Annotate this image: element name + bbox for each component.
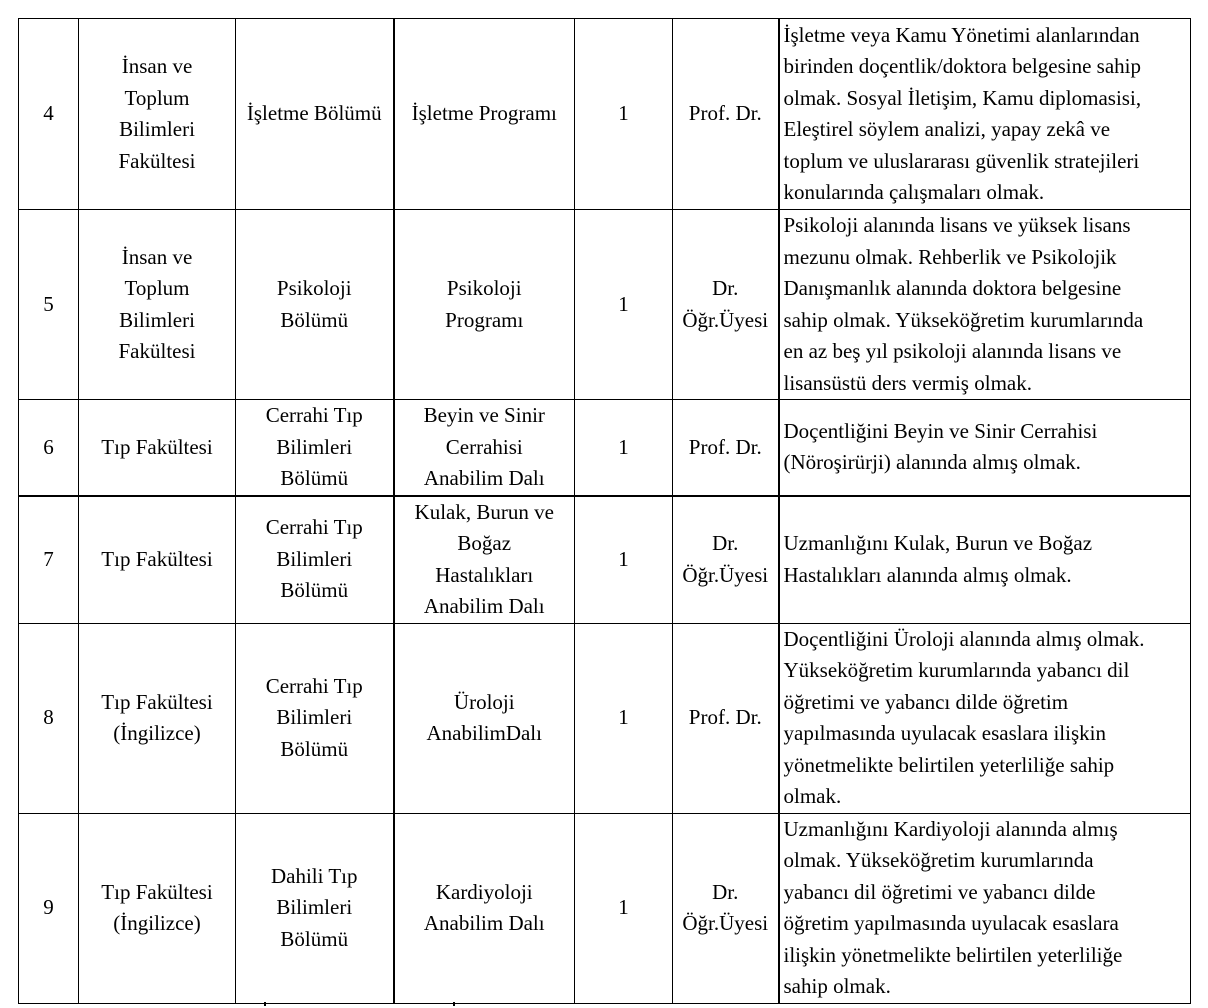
program-cell: Psikoloji Programı (394, 210, 575, 400)
row-number-cell: 7 (19, 496, 79, 624)
department-cell: Cerrahi Tıp Bilimleri Bölümü (236, 623, 394, 813)
requirements-cell: Doçentliğini Beyin ve Sinir Cerrahisi (Nöroşirürji) alanında almış olmak. (779, 400, 1191, 496)
department-cell: Psikoloji Bölümü (236, 210, 394, 400)
quota-cell: 1 (575, 210, 673, 400)
academic-title-cell: Prof. Dr. (673, 623, 779, 813)
faculty-cell: Tıp Fakültesi (İngilizce) (79, 813, 236, 1003)
faculty-cell: Tıp Fakültesi (79, 400, 236, 496)
program-cell: Kardiyoloji Anabilim Dalı (394, 813, 575, 1003)
table-row (19, 210, 1191, 400)
quota-cell: 1 (575, 19, 673, 210)
academic-title-cell: Prof. Dr. (673, 19, 779, 210)
requirements-cell: Psikoloji alanında lisans ve yüksek lisans mezunu olmak. Rehberlik ve Psikolojik Danışmanlık alanında doktora belgesine sahip olmak. Yükseköğretim kurumlarında en az beş yıl psikoloji alanında lisans ve lisansüstü ders vermiş olmak. (779, 210, 1191, 400)
academic-title-cell: Prof. Dr. (673, 400, 779, 496)
quota-cell: 1 (575, 400, 673, 496)
program-cell: Beyin ve Sinir Cerrahisi Anabilim Dalı (394, 400, 575, 496)
table-row (19, 400, 1191, 496)
faculty-cell: Tıp Fakültesi (İngilizce) (79, 623, 236, 813)
academic-title-cell: Dr. Öğr.Üyesi (673, 210, 779, 400)
faculty-cell: İnsan ve Toplum Bilimleri Fakültesi (79, 210, 236, 400)
table-row (19, 813, 1191, 1003)
row-number-cell: 8 (19, 623, 79, 813)
row-number-cell: 6 (19, 400, 79, 496)
quota-cell: 1 (575, 623, 673, 813)
department-cell: Dahili Tıp Bilimleri Bölümü (236, 813, 394, 1003)
row-number-cell: 9 (19, 813, 79, 1003)
table-row (19, 623, 1191, 813)
requirements-cell: Uzmanlığını Kardiyoloji alanında almış olmak. Yükseköğretim kurumlarında yabancı dil öğretimi ve yabancı dilde öğretim yapılmasında uyulacak esaslara ilişkin yönetmelikte belirtilen yeterliliğe sahip olmak. (779, 813, 1191, 1003)
academic-title-cell: Dr. Öğr.Üyesi (673, 496, 779, 624)
table-row (19, 19, 1191, 210)
requirements-cell: İşletme veya Kamu Yönetimi alanlarından birinden doçentlik/doktora belgesine sahip olmak. Sosyal İletişim, Kamu diplomasisi, Eleştirel söylem analizi, yapay zekâ ve toplum ve uluslararası güvenlik stratejileri konularında çalışmaları olmak. (779, 19, 1191, 210)
academic-title-cell: Dr. Öğr.Üyesi (673, 813, 779, 1003)
program-cell: İşletme Programı (394, 19, 575, 210)
program-cell: Kulak, Burun ve Boğaz Hastalıkları Anabilim Dalı (394, 496, 575, 624)
requirements-cell: Doçentliğini Üroloji alanında almış olmak. Yükseköğretim kurumlarında yabancı dil öğretimi ve yabancı dilde öğretim yapılmasında uyulacak esaslara ilişkin yönetmelikte belirtilen yeterliliğe sahip olmak. (779, 623, 1191, 813)
row-number-cell: 4 (19, 19, 79, 210)
row-number-cell: 5 (19, 210, 79, 400)
department-cell: Cerrahi Tıp Bilimleri Bölümü (236, 400, 394, 496)
table-row (19, 496, 1191, 624)
page-cut-mark (264, 1002, 266, 1006)
positions-table (18, 18, 1191, 1004)
quota-cell: 1 (575, 813, 673, 1003)
page-cut-mark (453, 1002, 455, 1006)
quota-cell: 1 (575, 496, 673, 624)
department-cell: Cerrahi Tıp Bilimleri Bölümü (236, 496, 394, 624)
requirements-cell: Uzmanlığını Kulak, Burun ve Boğaz Hastalıkları alanında almış olmak. (779, 496, 1191, 624)
faculty-cell: İnsan ve Toplum Bilimleri Fakültesi (79, 19, 236, 210)
program-cell: Üroloji AnabilimDalı (394, 623, 575, 813)
faculty-cell: Tıp Fakültesi (79, 496, 236, 624)
department-cell: İşletme Bölümü (236, 19, 394, 210)
